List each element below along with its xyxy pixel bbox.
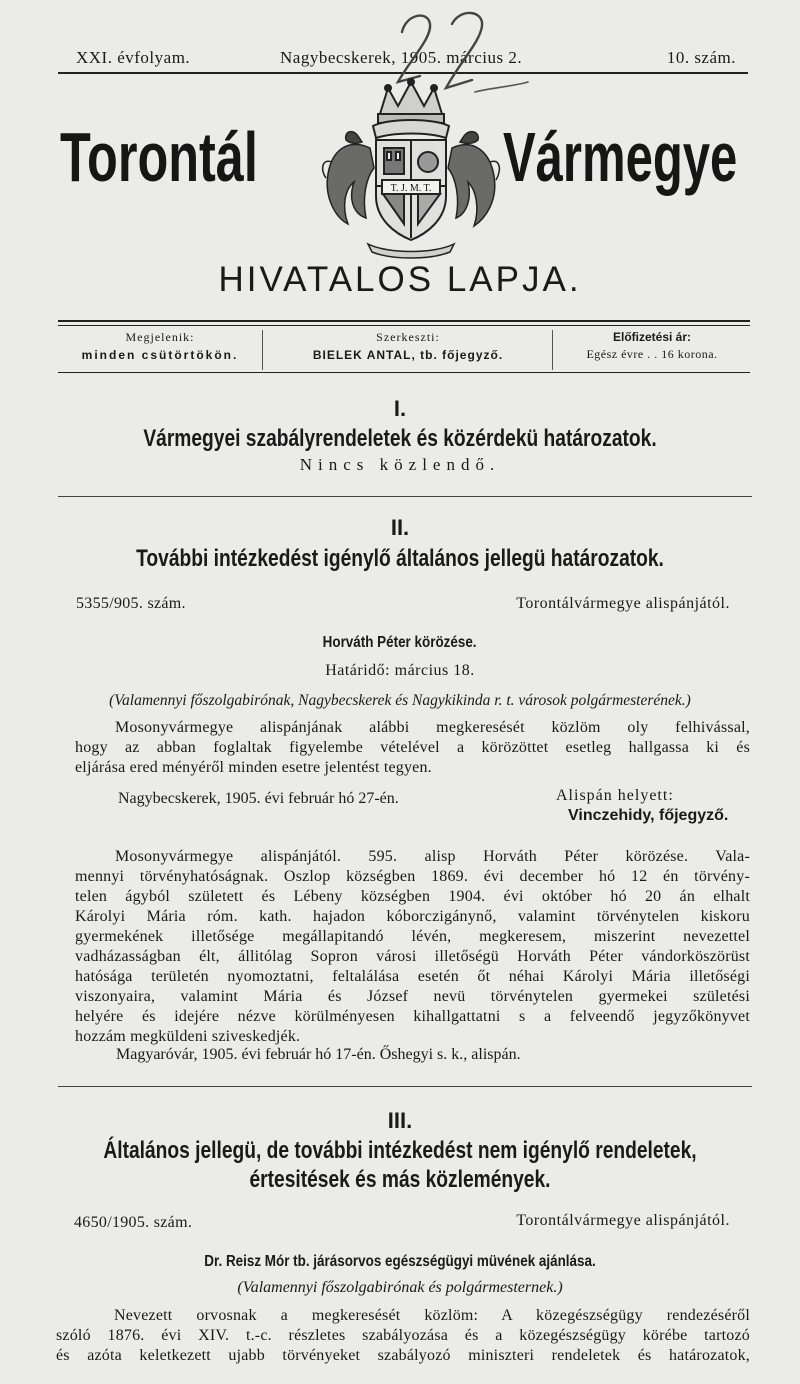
section-2-ref-number: 5355/905. szám. xyxy=(76,595,186,612)
publication-frequency xyxy=(58,330,262,370)
masthead-left-word: Torontál xyxy=(60,118,258,196)
county-coat-of-arms-icon xyxy=(318,78,504,260)
section-3-addressee: (Valamennyi főszolgabirónak és polgármesternek.) xyxy=(237,1279,563,1296)
section-1-title: Vármegyei szabályrendeletek és közérdekü határozatok. xyxy=(143,425,657,452)
paragraph-line: és azóta keletkezett ujabb törvényeket szabályozó miniszteri rendeletek és határozatok, xyxy=(56,1347,750,1364)
paragraph-line: vadházasságban élt, állitólag Sopron városi illetőségü Horváth Péter vándorköszörüst xyxy=(75,948,750,965)
section-2-paragraph-2 xyxy=(75,847,750,1047)
paragraph-line: hogy az abban foglaltak figyelembe vételével a körözöttet esetleg hallgassa ki és xyxy=(75,739,750,756)
frequency-value: minden csütörtökön. xyxy=(81,348,239,362)
paragraph-line: hatósága területén nyomoztatni, feltalálása esetén őt néhai Károlyi Mária illetőségi xyxy=(75,968,750,985)
section-3-ref-number: 4650/1905. szám. xyxy=(74,1214,193,1231)
section-2-addressee: (Valamennyi főszolgabirónak, Nagybecskerek és Nagykikinda r. t. városok polgármesterének.) xyxy=(109,692,691,709)
paragraph-line: mennyi törvényhatóságnak. Oszlop községben 1869. évi december hó 12 én törvény- xyxy=(75,868,750,885)
paragraph-line: hozzám megküldeni sziveskedjék. xyxy=(75,1028,301,1045)
place-date: Nagybecskerek, 1905. március 2. xyxy=(280,48,523,67)
section-3-heading: Dr. Reisz Mór tb. járásorvos egészségügyi müvének ajánlása. xyxy=(204,1253,596,1270)
paragraph-line: Mosonyvármegye alispánjának alábbi megkeresését közlöm oly felhivással, xyxy=(115,719,750,736)
section-2-numeral: II. xyxy=(390,515,410,540)
section-2-title: További intézkedést igénylő általános jellegü határozatok. xyxy=(136,545,664,572)
paragraph-line: Mosonyvármegye alispánjától. 595. alisp Horváth Péter körözése. Vala- xyxy=(115,848,750,865)
masthead-subtitle: HIVATALOS LAPJA. xyxy=(218,260,582,299)
volume-label: XXI. évfolyam. xyxy=(76,48,191,67)
section-divider xyxy=(58,496,752,497)
section-2-paragraph-2-sign: Magyaróvár, 1905. évi február hó 17-én. Őshegyi s. k., alispán. xyxy=(116,1046,521,1063)
editor-info xyxy=(262,330,553,370)
crest-label: T. J. M. T. xyxy=(390,183,432,194)
frequency-label: Megjelenik: xyxy=(125,330,195,344)
paragraph-line: szóló 1876. évi XIV. t.-c. részletes szabályozása és a közegészségügy körébe tartozó xyxy=(56,1327,750,1344)
section-1-numeral: I. xyxy=(393,396,407,421)
section-3-ref-source: Torontálvármegye alispánjától. xyxy=(516,1212,730,1229)
paragraph-line: gyermekének illetősége megállapitandó lévén, megkeresem, miszerint nevezettel xyxy=(75,928,750,945)
section-2-heading: Horváth Péter körözése. xyxy=(323,634,477,651)
sign-name-wrap xyxy=(568,807,728,825)
editor-name: BIELEK ANTAL, tb. főjegyző. xyxy=(312,348,504,362)
section-3-heading-wrap xyxy=(0,1253,800,1271)
issue-number: 10. szám. xyxy=(666,48,736,67)
price-label: Előfizetési ár: xyxy=(612,330,692,344)
sign-role: Alispán helyett: xyxy=(556,787,674,804)
section-3-title-line-1: Általános jellegü, de további intézkedést nem igénylő rendeletek, xyxy=(103,1137,697,1164)
sign-place-date: Nagybecskerek, 1905. évi február hó 27-én. xyxy=(118,790,399,807)
section-3-paragraph xyxy=(56,1306,750,1366)
info-band-rule-thin xyxy=(58,325,750,326)
section-3-numeral: III. xyxy=(387,1108,413,1133)
paragraph-line: Nevezett orvosnak a megkeresését közlöm: A közegészségügy rendezéséről xyxy=(114,1307,750,1324)
section-1-note: Nincs közlendő. xyxy=(299,455,501,474)
section-2-deadline: Határidő: március 18. xyxy=(325,662,475,679)
price-value: Egész évre . . 16 korona. xyxy=(586,347,718,361)
section-2-paragraph-1 xyxy=(75,718,750,778)
section-divider xyxy=(58,1086,752,1087)
section-2-heading-wrap xyxy=(0,634,800,652)
paragraph-line: eljárása ered ményéről minden esetre jelentést tegyen. xyxy=(75,759,432,776)
paragraph-line: viszonyaira, valamint Mária és József nevü törvénytelen gyermekei születési xyxy=(75,988,750,1005)
paragraph-line: helyére és idejére nézve körülményesen kihallgattatni s a felveendő jegyzőkönyvet xyxy=(75,1008,750,1025)
sign-name: Vinczehidy, főjegyző. xyxy=(568,807,729,824)
paragraph-line: telen ágyból született és Lébeny községben 1904. évi október hó 20 án elhalt xyxy=(75,888,750,905)
subscription-price xyxy=(552,330,751,370)
section-2-ref-source: Torontálvármegye alispánjától. xyxy=(516,595,730,612)
editor-label: Szerkeszti: xyxy=(376,330,440,344)
info-band-rule-top xyxy=(58,320,750,322)
masthead-right-word: Vármegye xyxy=(503,118,738,196)
paragraph-line: Károlyi Mária róm. kath. hajadon kóborczigánynő, valamint törvénytelen kiskoru xyxy=(75,908,750,925)
section-3-title-line-2: értesitések és más közlemények. xyxy=(249,1166,551,1193)
info-band-rule-bottom xyxy=(58,372,750,373)
